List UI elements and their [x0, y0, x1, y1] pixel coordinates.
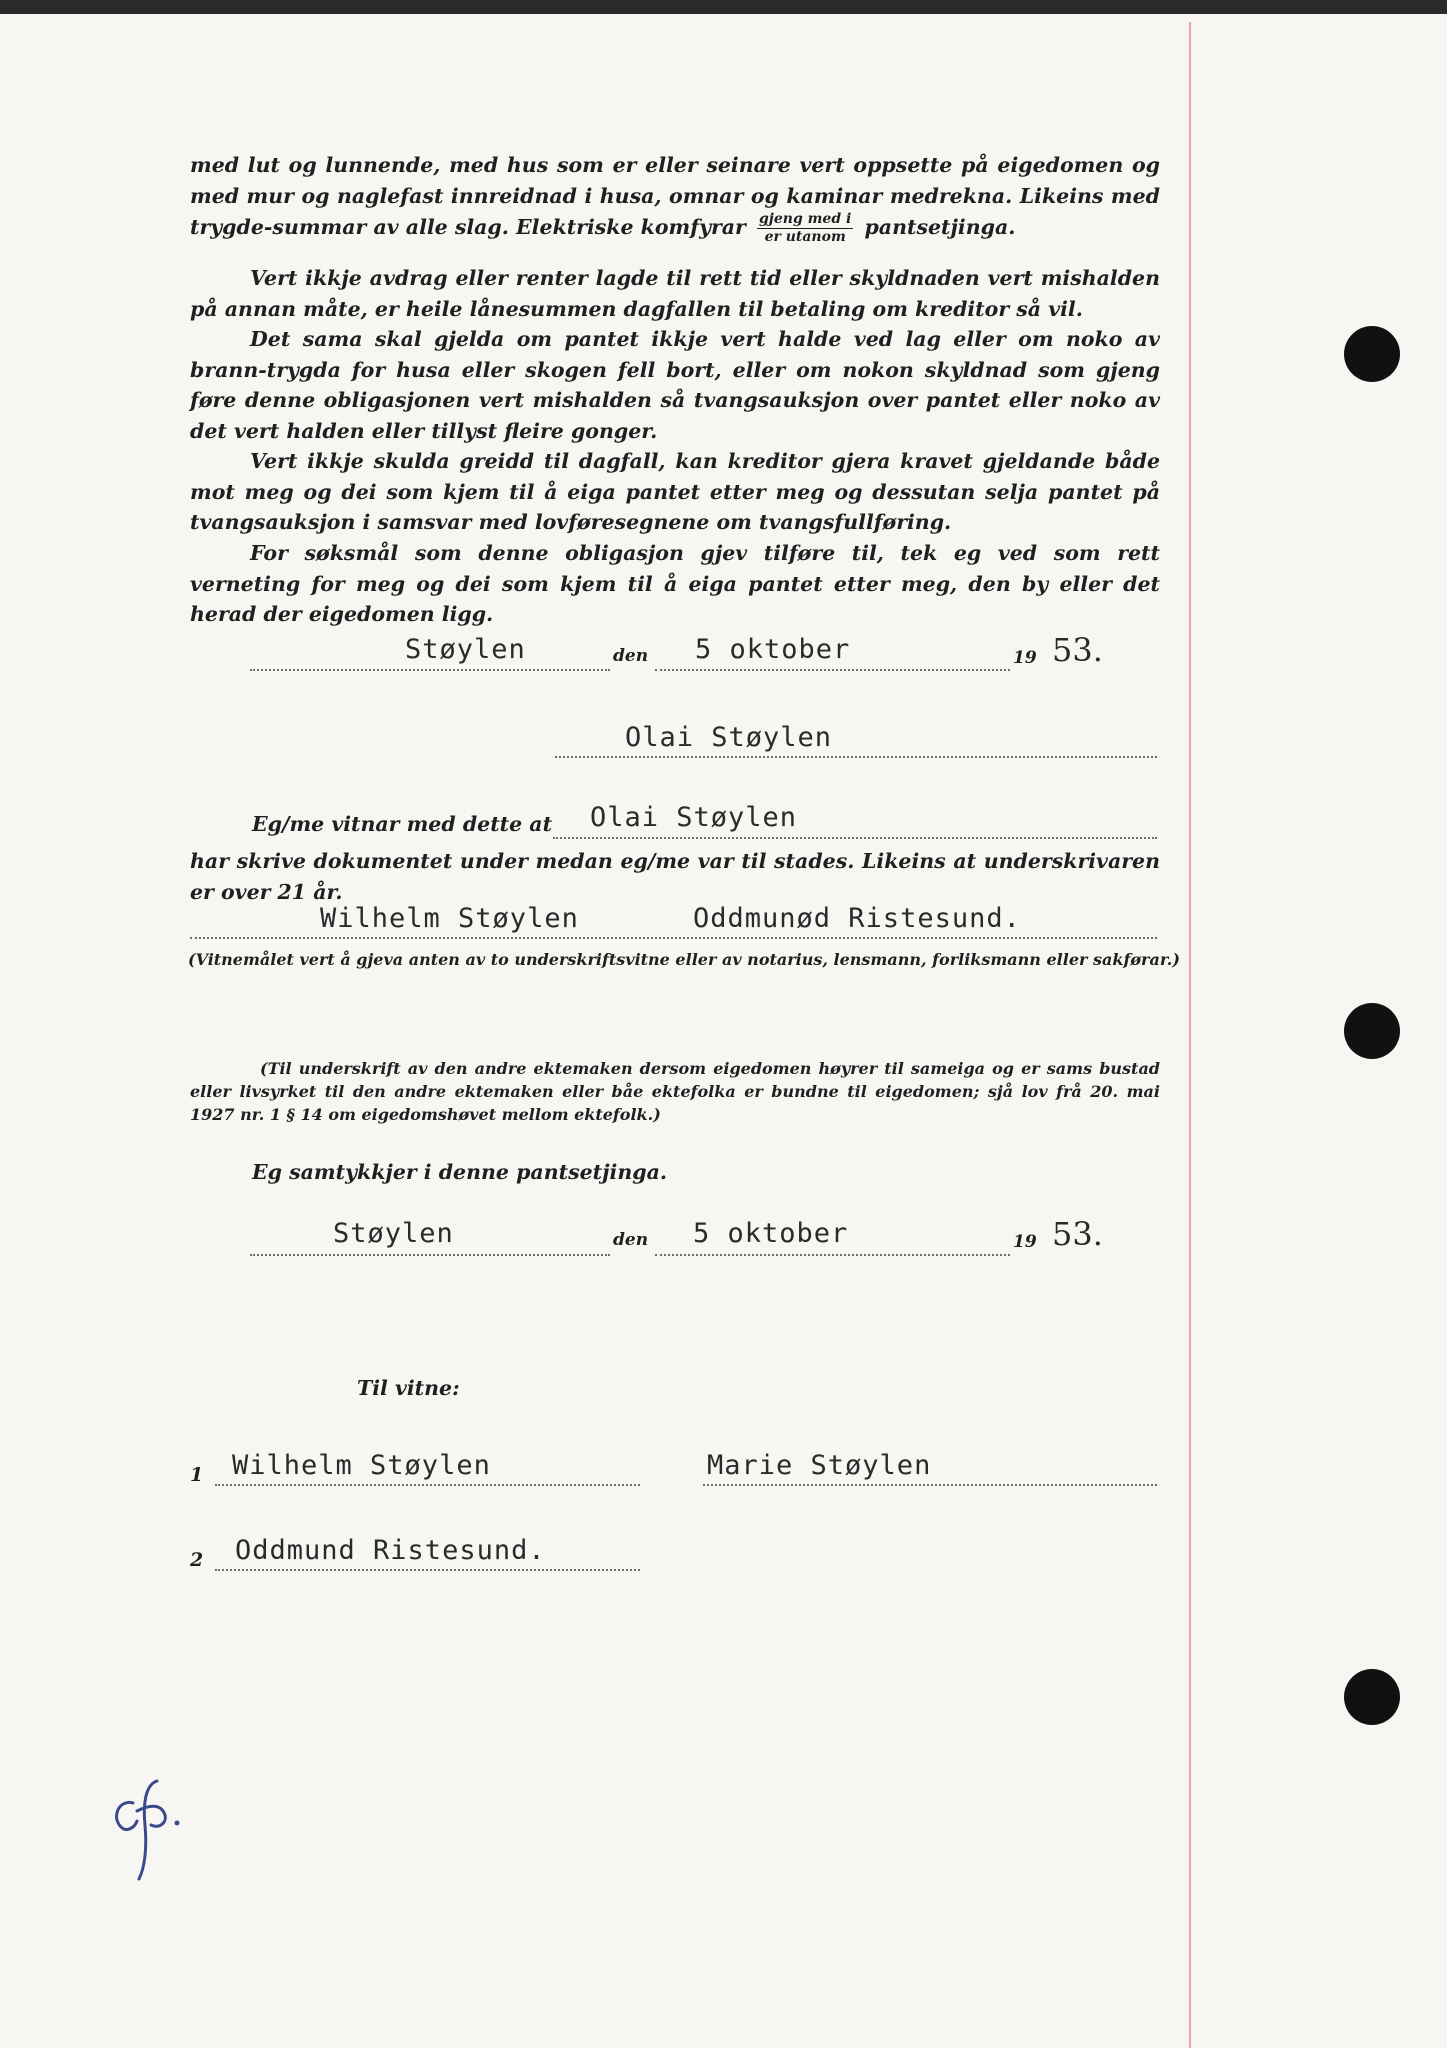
- punch-hole-top: [1344, 326, 1400, 382]
- spouse-signature: Marie Støylen: [707, 1450, 932, 1481]
- paragraph-insurance: Det sama skal gjelda om pantet ikkje vert halde ved lag eller om noko av brann-trygda for husa eller skogen fell bort, eller om nokon skyldnad som gjeng føre denne obligasjonen vert mishalden så tvangsauksjon over pantet eller noko av det vert halden eller tillyst fleire gonger.: [190, 327, 1160, 443]
- witness-number-2: 2: [190, 1549, 204, 1571]
- place-1: Støylen: [405, 634, 526, 665]
- til-vitne-label: Til vitne:: [357, 1376, 460, 1400]
- place-2: Støylen: [333, 1218, 454, 1249]
- paragraph-collateral: [190, 150, 1160, 246]
- vitne-line-2: [215, 1569, 640, 1571]
- date-2: 5 oktober: [693, 1218, 849, 1249]
- paragraph-venue: For søksmål som denne obligasjon gjev tilføre til, tek eg ved som rett verneting for meg og dei som kjem til å eiga pantet etter meg, den by eller det herad der eigedomen ligg.: [190, 541, 1160, 626]
- fraction-choice: [757, 211, 853, 246]
- main-signature: Olai Støylen: [625, 722, 833, 753]
- year-suffix-2: 53.: [1052, 1215, 1103, 1253]
- paragraph-collateral-end: pantsetjinga.: [864, 215, 1016, 239]
- witness-lead: Eg/me vitnar med dette at: [252, 812, 553, 836]
- signature-line: [555, 756, 1157, 758]
- date-line-1: [655, 669, 1010, 671]
- fraction-bottom: er utanom: [764, 229, 846, 245]
- scan-edge: [0, 0, 1447, 14]
- witness-statement: har skrive dokumentet under medan eg/me var til stades. Likeins at underskrivaren er over 21 år.: [190, 849, 1160, 904]
- margin-handwriting-mark: [105, 1775, 195, 1885]
- den-label-1: den: [613, 646, 649, 666]
- paragraph-collateral-text: med lut og lunnende, med hus som er eller seinare vert oppsette på eigedomen og med mur og naglefast innreidnad i husa, omnar og kaminar medrekna. Likeins med trygde-summar av alle slag. Elektriske komfyrar: [190, 153, 1160, 239]
- den-label-2: den: [613, 1230, 649, 1250]
- consent-text: Eg samtykkjer i denne pantsetjinga.: [252, 1160, 667, 1184]
- spouse-note: (Til underskrift av den andre ektemaken dersom eigedomen høyrer til sameiga og er sams bustad eller livsyrket til den andre ektemaken eller båe ektefolka er bundne til eigedomen; sjå lov frå 20. mai 1927 nr. 1 § 14 om eigedomshøvet mellom ektefolk.): [190, 1059, 1160, 1124]
- witness-signature-2: Oddmunød Ristesund.: [693, 903, 1021, 934]
- year-prefix-2: 19: [1013, 1232, 1037, 1252]
- paragraph-enforcement: Vert ikkje skulda greidd til dagfall, kan kreditor gjera kravet gjeldande både mot meg og dei som kjem til å eiga pantet etter meg og dessutan selja pantet på tvangsauksjon i samsvar med lovføresegnene om tvangsfullføring.: [190, 449, 1160, 534]
- punch-hole-bottom: [1344, 1669, 1400, 1725]
- place-line-1: [250, 669, 610, 671]
- vitne-1: Wilhelm Støylen: [232, 1450, 491, 1481]
- vitne-2: Oddmund Ristesund.: [235, 1535, 546, 1566]
- witness-signature-1: Wilhelm Støylen: [320, 903, 579, 934]
- witness-subject-line: [553, 837, 1157, 839]
- witness-sig-line: [190, 937, 1157, 939]
- witness-subject: Olai Støylen: [590, 802, 798, 833]
- year-prefix-1: 19: [1013, 648, 1037, 668]
- witness-note: (Vitnemålet vert å gjeva anten av to underskriftsvitne eller av notarius, lensmann, forliksmann eller sakførar.): [188, 950, 1180, 969]
- margin-rule: [1189, 22, 1191, 2048]
- spouse-signature-line: [703, 1484, 1157, 1486]
- vitne-line-1: [215, 1484, 640, 1486]
- place-line-2: [250, 1254, 610, 1256]
- date-line-2: [655, 1254, 1010, 1256]
- year-suffix-1: 53.: [1052, 631, 1103, 669]
- fraction-top: gjeng med i: [759, 211, 852, 227]
- paragraph-default: Vert ikkje avdrag eller renter lagde til rett tid eller skyldnaden vert mishalden på annan måte, er heile lånesummen dagfallen til betaling om kreditor så vil.: [190, 266, 1160, 321]
- witness-number-1: 1: [190, 1464, 204, 1486]
- date-1: 5 oktober: [695, 634, 851, 665]
- punch-hole-middle: [1344, 1003, 1400, 1059]
